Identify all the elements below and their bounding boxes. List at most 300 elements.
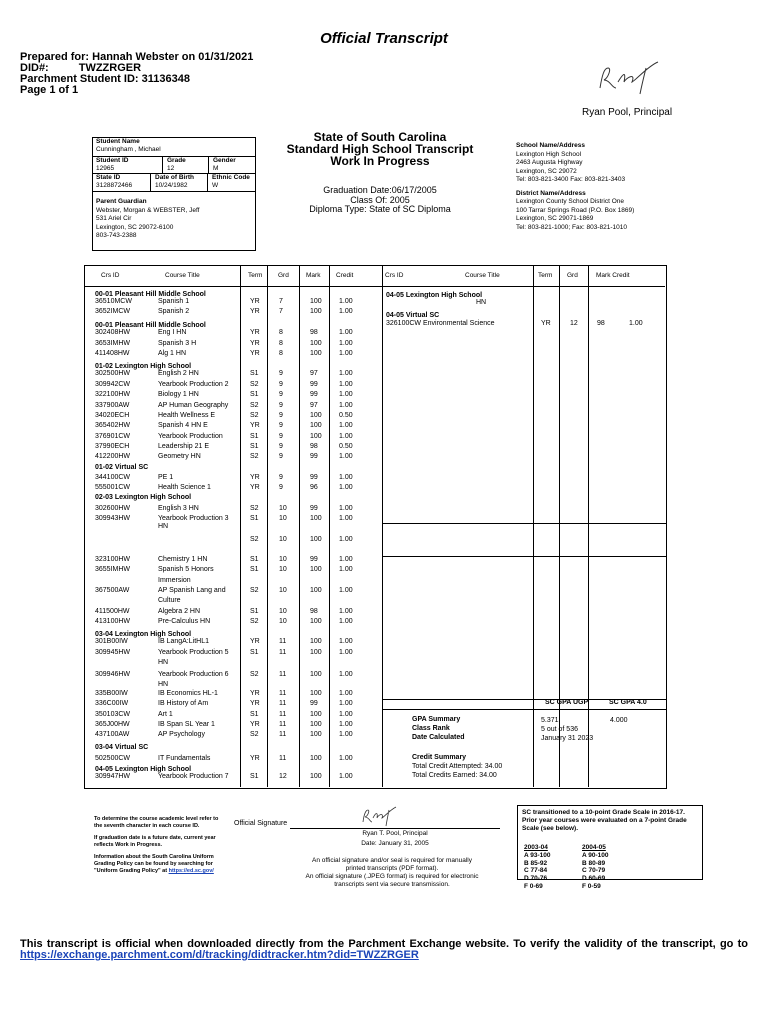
district-line: Lexington, SC 29071-1869 bbox=[516, 215, 594, 222]
grade-value: 10 bbox=[279, 515, 287, 522]
header-course-title-right: Course Title bbox=[465, 272, 500, 279]
course-title: Geometry HN bbox=[158, 453, 201, 460]
page-title: Official Transcript bbox=[320, 30, 448, 47]
course-row bbox=[0, 515, 768, 523]
gpa-summary-labels bbox=[412, 715, 465, 742]
course-row-environmental-science: 326100CW Environmental Science bbox=[386, 320, 495, 327]
term-value: YR bbox=[250, 700, 260, 707]
class-rank-label: Class Rank bbox=[412, 725, 450, 732]
section-header: 00-01 Pleasant Hill Middle School bbox=[95, 322, 206, 329]
credit-value: 1.00 bbox=[339, 711, 353, 718]
course-id: 309942CW bbox=[95, 381, 131, 388]
gender-label: Gender bbox=[213, 157, 236, 164]
scale-entry: A 93-100 bbox=[524, 851, 551, 859]
credit-value: 1.00 bbox=[339, 298, 353, 305]
course-title: Spanish 4 HN E bbox=[158, 422, 208, 429]
grade-value: 9 bbox=[279, 474, 283, 481]
district-label: District Name/Address bbox=[516, 189, 586, 197]
school-line: Tel: 803-821-3400 Fax: 803-821-3403 bbox=[516, 176, 626, 183]
mark-value: 100 bbox=[310, 755, 322, 762]
guardian-line: 803-743-2388 bbox=[96, 232, 137, 239]
section-header: 02-03 Lexington High School bbox=[95, 494, 192, 501]
grade-value: 9 bbox=[279, 453, 283, 460]
grade-value: 10 bbox=[279, 556, 287, 563]
term-value: S1 bbox=[250, 515, 259, 522]
state-heading: State of South Carolina bbox=[313, 130, 447, 144]
course-id: 309947HW bbox=[95, 773, 131, 780]
term-value: YR bbox=[250, 755, 260, 762]
course-id: 3652IMCW bbox=[95, 308, 131, 315]
course-row bbox=[0, 474, 768, 482]
course-row bbox=[0, 671, 768, 679]
signature-text-line: printed transcripts (PDF format). bbox=[345, 865, 439, 872]
term-value: YR bbox=[250, 690, 260, 697]
scale-entry: D 70-76 bbox=[524, 875, 548, 883]
course-row bbox=[0, 329, 768, 337]
section-header: 03-04 Lexington High School bbox=[95, 631, 192, 638]
course-row bbox=[0, 453, 768, 461]
course-id: 302600HW bbox=[95, 505, 131, 512]
mark-value: 98 bbox=[310, 443, 318, 450]
course-title: Spanish 5 Honors bbox=[158, 566, 214, 573]
course-title: Health Wellness E bbox=[158, 412, 216, 419]
term-value: S1 bbox=[250, 556, 259, 563]
course-id: 335B00IW bbox=[95, 690, 128, 697]
grade-value: 7 bbox=[279, 298, 283, 305]
course-row bbox=[0, 608, 768, 616]
course-row bbox=[0, 523, 768, 531]
course-id: 413100HW bbox=[95, 618, 131, 625]
course-id: 37990ECH bbox=[95, 443, 130, 450]
course-title: Health Science 1 bbox=[158, 484, 211, 491]
grade-value: 10 bbox=[279, 536, 287, 543]
gpa-ugp-header: SC GPA UGP bbox=[545, 699, 589, 706]
course-title: PE 1 bbox=[158, 474, 174, 481]
page-count: Page 1 of 1 bbox=[20, 84, 79, 96]
dob-value: 10/24/1982 bbox=[155, 181, 188, 189]
grade-value: 8 bbox=[279, 350, 283, 357]
verification-footer bbox=[20, 939, 748, 961]
course-row bbox=[0, 731, 768, 739]
credit-value: 1.00 bbox=[339, 370, 353, 377]
course-row bbox=[0, 433, 768, 441]
section-header: 04-05 Lexington High School bbox=[386, 292, 483, 299]
student-name-label: Student Name bbox=[96, 138, 140, 145]
credit-value: 1.00 bbox=[629, 320, 643, 327]
mark-value: 97 bbox=[310, 370, 318, 377]
mark-value: 99 bbox=[310, 556, 318, 563]
grade-scale-intro: SC transitioned to a 10-point Grade Scale in 2016-17. Prior year courses were evaluated on a 7-point Grade Scale (see below). bbox=[522, 809, 687, 832]
grade-value: 9 bbox=[279, 402, 283, 409]
grade-value: 9 bbox=[279, 370, 283, 377]
course-id: 344100CW bbox=[95, 474, 131, 481]
principal-signature-bottom bbox=[360, 804, 400, 828]
credit-value: 1.00 bbox=[339, 484, 353, 491]
term-value: YR bbox=[250, 340, 260, 347]
course-row bbox=[0, 298, 768, 306]
district-line: Tel: 803-821-1000; Fax: 803-821-1010 bbox=[516, 223, 627, 231]
credit-value: 1.00 bbox=[339, 608, 353, 615]
student-info-box bbox=[92, 137, 256, 251]
course-row bbox=[0, 340, 768, 348]
credit-value: 1.00 bbox=[339, 536, 353, 543]
sc-ed-link[interactable]: https://ed.sc.gov/ bbox=[168, 868, 214, 874]
mark-value: 100 bbox=[310, 340, 322, 347]
gpa-summary-label: GPA Summary bbox=[412, 716, 461, 723]
grade-value: 7 bbox=[279, 308, 283, 315]
graduation-date: Graduation Date:06/17/2005 bbox=[323, 185, 437, 195]
course-row bbox=[0, 649, 768, 657]
header-grd: Grd bbox=[278, 272, 289, 279]
mark-value: 100 bbox=[310, 721, 322, 728]
course-title: Spanish 3 H bbox=[158, 340, 197, 347]
term-value: S2 bbox=[250, 402, 259, 409]
note-work-in-progress: If graduation date is a future date, current year reflects Work in Progress. bbox=[94, 835, 216, 848]
term-value: S2 bbox=[250, 587, 259, 594]
course-id: 502500CW bbox=[95, 755, 131, 762]
student-id: 12965 bbox=[96, 164, 115, 172]
grade-value: 11 bbox=[279, 755, 287, 762]
grade-value: 12 bbox=[570, 320, 578, 327]
course-id: 365J00HW bbox=[95, 721, 130, 728]
course-title: IB LangA:LitHL1 bbox=[158, 638, 209, 645]
term-value: S2 bbox=[250, 731, 259, 738]
class-rank-value: 5 out of 536 bbox=[541, 726, 578, 733]
mark-value: 99 bbox=[310, 453, 318, 460]
graduation-info bbox=[260, 186, 500, 215]
course-title: Chemistry 1 HN bbox=[158, 556, 208, 563]
mark-value: 100 bbox=[310, 618, 322, 625]
course-title: Immersion bbox=[158, 577, 191, 584]
official-signature-label: Official Signature bbox=[234, 820, 288, 827]
grade-value: 11 bbox=[279, 649, 287, 656]
term-value: S1 bbox=[250, 773, 259, 780]
course-row bbox=[0, 556, 768, 564]
did-label: DID#: bbox=[20, 62, 49, 74]
course-title: Culture bbox=[158, 597, 181, 604]
date-calculated-label: Date Calculated bbox=[412, 734, 465, 741]
diploma-type: Diploma Type: State of SC Diploma bbox=[309, 204, 451, 214]
course-id: 376901CW bbox=[95, 433, 131, 440]
term-value: S1 bbox=[250, 608, 259, 615]
grade-value: 8 bbox=[279, 329, 283, 336]
course-title: AP Psychology bbox=[158, 731, 205, 738]
principal-signature-top bbox=[596, 58, 666, 98]
credit-value: 1.00 bbox=[339, 690, 353, 697]
course-id: 3653IMHW bbox=[95, 340, 131, 347]
course-row bbox=[0, 690, 768, 698]
header-term-right: Term bbox=[538, 272, 553, 279]
course-id: 36510MCW bbox=[95, 298, 132, 305]
transcript-type: Standard High School Transcript bbox=[286, 142, 474, 156]
header-rule bbox=[85, 286, 665, 287]
mark-value: 100 bbox=[310, 773, 322, 780]
scale-entry: B 85-92 bbox=[524, 859, 548, 867]
transcript-status: Work In Progress bbox=[330, 154, 430, 168]
credit-value: 1.00 bbox=[339, 618, 353, 625]
section-header: 00-01 Pleasant Hill Middle School bbox=[95, 291, 206, 298]
grade-value: 12 bbox=[279, 773, 287, 780]
course-row bbox=[0, 681, 768, 689]
prepared-for-block bbox=[20, 52, 253, 96]
mark-value: 96 bbox=[310, 484, 318, 491]
course-title: Spanish 2 bbox=[158, 308, 190, 315]
mark-value: 98 bbox=[310, 329, 318, 336]
mark-value: 98 bbox=[310, 608, 318, 615]
credit-value: 1.00 bbox=[339, 587, 353, 594]
term-value: S1 bbox=[250, 433, 259, 440]
class-of: Class Of: 2005 bbox=[350, 194, 410, 205]
grade-value: 10 bbox=[279, 566, 287, 573]
course-title: Yearbook Production 2 bbox=[158, 381, 229, 388]
footer-text: This transcript is official when downloaded directly from the Parchment Exchange website. To verify the validity of the transcript, go to bbox=[20, 938, 748, 950]
mark-value: 99 bbox=[310, 381, 318, 388]
note-grading-text: Information about the South Carolina Uniform Grading Policy can be found by searching for "Uniform Grading Policy" at bbox=[94, 854, 214, 874]
gpa-ugp-value: 5.371 bbox=[541, 717, 559, 724]
term-value: S1 bbox=[250, 443, 259, 450]
term-value: S2 bbox=[250, 505, 259, 512]
course-id: 309945HW bbox=[95, 649, 131, 656]
scale-entry: F 0-59 bbox=[582, 882, 601, 890]
course-row bbox=[0, 412, 768, 420]
credit-value: 1.00 bbox=[339, 329, 353, 336]
mark-value: 99 bbox=[310, 505, 318, 512]
mark-value: 100 bbox=[310, 587, 322, 594]
credit-value: 1.00 bbox=[339, 566, 353, 573]
course-id: 411408HW bbox=[95, 350, 130, 357]
course-id: 437100AW bbox=[95, 731, 130, 738]
course-row bbox=[0, 308, 768, 316]
course-title: Eng I HN bbox=[158, 329, 187, 336]
mark-value: 100 bbox=[310, 731, 322, 738]
mark-value: 100 bbox=[310, 638, 322, 645]
guardian-line: Webster, Morgan & WEBSTER, Jeff bbox=[96, 206, 200, 214]
course-title: AP Spanish Lang and bbox=[158, 587, 226, 594]
district-line: Lexington County School District One bbox=[516, 198, 625, 205]
grade-value: 11 bbox=[279, 711, 287, 718]
course-title: Yearbook Production 5 bbox=[158, 649, 229, 656]
note-course-level: To determine the course academic level refer to the seventh character in each course ID. bbox=[94, 816, 219, 829]
course-id: 34020ECH bbox=[95, 412, 130, 419]
course-row bbox=[0, 659, 768, 667]
course-title: AP Human Geography bbox=[158, 402, 229, 409]
credit-value: 1.00 bbox=[339, 340, 353, 347]
guardian-line: 531 Ariel Cir bbox=[96, 215, 132, 222]
did-value: TWZZRGER bbox=[78, 62, 142, 74]
header-course-title: Course Title bbox=[165, 272, 200, 279]
course-title: HN bbox=[158, 523, 169, 530]
credits-attempted: Total Credit Attempted: 34.00 bbox=[412, 763, 503, 770]
credit-value: 1.00 bbox=[339, 308, 353, 315]
term-value: S1 bbox=[250, 711, 259, 718]
course-id: 336C00IW bbox=[95, 700, 129, 707]
credit-summary-label: Credit Summary bbox=[412, 754, 467, 761]
term-value: YR bbox=[250, 350, 260, 357]
scale-entry: C 77-84 bbox=[524, 867, 548, 875]
note-grading-policy bbox=[94, 854, 224, 875]
mark-value: 98 bbox=[597, 320, 605, 327]
gpa-values bbox=[541, 716, 593, 743]
course-id: 555001CW bbox=[95, 484, 131, 491]
course-row bbox=[0, 577, 768, 585]
credit-value: 1.00 bbox=[339, 556, 353, 563]
course-title: Leadership 21 E bbox=[158, 443, 209, 450]
term-value: YR bbox=[250, 329, 260, 336]
credit-value: 1.00 bbox=[339, 671, 353, 678]
term-value: S2 bbox=[250, 671, 259, 678]
student-id-label: Student ID bbox=[96, 157, 129, 164]
mark-value: 100 bbox=[310, 412, 322, 419]
scale-entry: D 60-69 bbox=[582, 875, 606, 883]
header-mark-credit-right: Mark Credit bbox=[596, 272, 630, 279]
grade-value: 12 bbox=[167, 164, 175, 172]
credits-earned: Total Credits Earned: 34.00 bbox=[412, 772, 497, 779]
verification-link[interactable]: https://exchange.parchment.com/d/tracking/didtracker.htm?did=TWZZRGER bbox=[20, 949, 419, 961]
grade-value: 11 bbox=[279, 721, 287, 728]
signature-text-line: transcripts sent via secure transmission. bbox=[334, 881, 450, 888]
grade-value: 11 bbox=[279, 690, 287, 697]
signature-requirements bbox=[262, 857, 522, 889]
credit-value: 1.00 bbox=[339, 731, 353, 738]
course-row bbox=[0, 773, 768, 781]
signature-text-line: An official signature (.JPEG format) is required for electronic bbox=[305, 873, 479, 880]
course-row bbox=[0, 618, 768, 626]
course-row bbox=[0, 597, 768, 605]
section-header: 01-02 Lexington High School bbox=[95, 363, 192, 370]
gpa-4-header: SC GPA 4.0 bbox=[609, 699, 647, 706]
grade-value: 9 bbox=[279, 433, 283, 440]
grade-value: 8 bbox=[279, 340, 283, 347]
grade-value: 10 bbox=[279, 587, 287, 594]
scale-entry: F 0-69 bbox=[524, 882, 543, 890]
course-row bbox=[0, 402, 768, 410]
mark-value: 100 bbox=[310, 536, 322, 543]
credit-value: 1.00 bbox=[339, 773, 353, 780]
course-id: 3655IMHW bbox=[95, 566, 131, 573]
credit-value: 1.00 bbox=[339, 700, 353, 707]
header-crs-id: Crs ID bbox=[101, 272, 120, 279]
header-crs-id-right: Crs ID bbox=[385, 272, 404, 279]
state-id: 3128872466 bbox=[96, 181, 133, 189]
mark-value: 100 bbox=[310, 711, 322, 718]
course-row bbox=[0, 422, 768, 430]
course-row bbox=[0, 587, 768, 595]
course-id: 302500HW bbox=[95, 370, 131, 377]
header-mark: Mark bbox=[306, 272, 321, 279]
mark-value: 100 bbox=[310, 515, 322, 522]
school-line: Lexington High School bbox=[516, 150, 582, 158]
course-title: IT Fundamentals bbox=[158, 755, 211, 762]
mark-value: 100 bbox=[310, 649, 322, 656]
section-header: 04-05 Virtual SC bbox=[386, 312, 440, 319]
course-id: 412200HW bbox=[95, 453, 131, 460]
mark-value: 100 bbox=[310, 298, 322, 305]
credit-value: 1.00 bbox=[339, 402, 353, 409]
credit-value: 1.00 bbox=[339, 515, 353, 522]
transcript-heading bbox=[260, 131, 500, 167]
course-title: Alg 1 HN bbox=[158, 350, 187, 357]
school-info bbox=[516, 142, 634, 232]
term-value: S1 bbox=[250, 370, 259, 377]
course-title: HN bbox=[158, 659, 169, 666]
course-id: 365402HW bbox=[95, 422, 131, 429]
grade-value: 9 bbox=[279, 422, 283, 429]
course-title: Art 1 bbox=[158, 711, 173, 718]
course-row bbox=[0, 638, 768, 646]
course-title: IB History of Am bbox=[158, 700, 209, 707]
header-grd-right: Grd bbox=[567, 272, 578, 279]
section-header: 04-05 Lexington High School bbox=[95, 766, 192, 773]
term-value: S1 bbox=[250, 566, 259, 573]
credit-value: 1.00 bbox=[339, 638, 353, 645]
course-title: Algebra 2 HN bbox=[158, 608, 201, 615]
course-id: 309946HW bbox=[95, 671, 131, 678]
term-value: S2 bbox=[250, 412, 259, 419]
gender-value: M bbox=[213, 164, 219, 172]
grade-scale-2004-05 bbox=[582, 844, 609, 891]
ethnic-label: Ethnic Code bbox=[212, 174, 250, 181]
section-header: 01-02 Virtual SC bbox=[95, 464, 149, 471]
grade-value: 10 bbox=[279, 618, 287, 625]
course-row bbox=[0, 711, 768, 719]
course-id: 367500AW bbox=[95, 587, 130, 594]
credit-value: 1.00 bbox=[339, 721, 353, 728]
course-title: HN bbox=[158, 681, 169, 688]
grade-value: 11 bbox=[279, 731, 287, 738]
gpa-rule bbox=[382, 709, 666, 710]
course-id: 322100HW bbox=[95, 391, 131, 398]
mark-value: 100 bbox=[310, 350, 322, 357]
district-line: 100 Tarrar Springs Road (P.O. Box 1869) bbox=[516, 206, 635, 214]
course-id: 411500HW bbox=[95, 608, 130, 615]
course-title: Yearbook Production bbox=[158, 433, 223, 440]
gpa-4-value: 4.000 bbox=[610, 717, 628, 724]
mark-value: 100 bbox=[310, 433, 322, 440]
grade-value: 11 bbox=[279, 700, 287, 707]
guardian-line: Lexington, SC 29072-6100 bbox=[96, 223, 174, 231]
signer-name: Ryan T. Pool, Principal bbox=[362, 830, 428, 837]
term-value: YR bbox=[250, 474, 260, 481]
credit-value: 1.00 bbox=[339, 453, 353, 460]
grade-value: 11 bbox=[279, 638, 287, 645]
grade-value: 9 bbox=[279, 381, 283, 388]
scale-year-header: 2004-05 bbox=[582, 844, 606, 851]
course-id: 302408HW bbox=[95, 329, 131, 336]
course-row bbox=[0, 370, 768, 378]
guardian-label: Parent Guardian bbox=[96, 198, 147, 205]
grade-value: 11 bbox=[279, 671, 287, 678]
course-row bbox=[0, 381, 768, 389]
mark-value: 99 bbox=[310, 700, 318, 707]
grade-value: 9 bbox=[279, 412, 283, 419]
course-id: 323100HW bbox=[95, 556, 131, 563]
mark-value: 100 bbox=[310, 566, 322, 573]
mark-value: 99 bbox=[310, 391, 318, 398]
header-term: Term bbox=[248, 272, 263, 279]
course-title-continuation: HN bbox=[476, 299, 487, 306]
grade-value: 10 bbox=[279, 608, 287, 615]
parchment-id: Parchment Student ID: 31136348 bbox=[20, 73, 190, 85]
course-id: 350103CW bbox=[95, 711, 131, 718]
course-row bbox=[0, 505, 768, 513]
credit-value: 0.50 bbox=[339, 412, 353, 419]
grade-value: 9 bbox=[279, 484, 283, 491]
term-value: YR bbox=[250, 298, 260, 305]
course-title: IB Span SL Year 1 bbox=[158, 721, 215, 728]
grade-label: Grade bbox=[167, 157, 186, 164]
scale-year-header: 2003-04 bbox=[524, 844, 548, 851]
course-title: Yearbook Production 6 bbox=[158, 671, 229, 678]
